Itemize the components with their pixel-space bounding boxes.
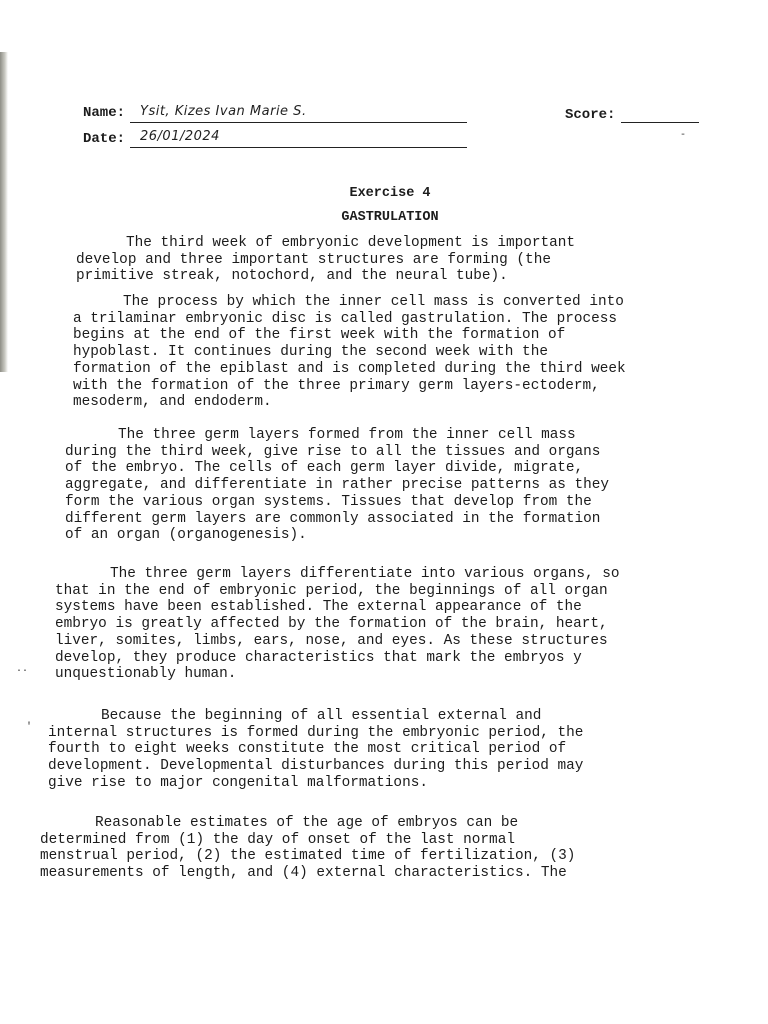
- stray-mark: ': [26, 722, 33, 733]
- paragraph-6: [40, 815, 575, 882]
- paragraph-1: [76, 235, 575, 285]
- paragraph-line: that in the end of embryonic period, the beginnings of all organ: [55, 582, 608, 599]
- paragraph-line: develop and three important structures are forming (the: [76, 251, 551, 268]
- name-handwritten-value: Ysit, Kizes Ivan Marie S.: [140, 104, 307, 119]
- paragraph-line: systems have been established. The external appearance of the: [55, 599, 582, 616]
- paragraph-line: The three germ layers formed from the inner cell mass: [118, 427, 576, 443]
- paragraph-line: internal structures is formed during the embryonic period, the: [48, 724, 584, 741]
- name-label: Name:: [83, 105, 126, 121]
- paragraph-line: primitive streak, notochord, and the neural tube).: [76, 268, 508, 285]
- paragraph-line: The third week of embryonic development is important: [126, 235, 576, 251]
- paragraph-line: during the third week, give rise to all the tissues and organs: [65, 443, 601, 460]
- paragraph-line: of the embryo. The cells of each germ layer divide, migrate,: [65, 460, 584, 477]
- paragraph-line: a trilaminar embryonic disc is called gastrulation. The process: [73, 310, 618, 327]
- exercise-title: GASTRULATION: [341, 210, 439, 225]
- exercise-number: Exercise 4: [349, 186, 431, 201]
- paragraph-3: [65, 427, 609, 544]
- paragraph-line: develop, they produce characteristics that mark the embryos y: [55, 649, 582, 666]
- paragraph-2: [73, 294, 626, 411]
- paragraph-line: of an organ (organogenesis).: [65, 527, 307, 544]
- paragraph-line: The process by which the inner cell mass is converted into: [123, 294, 624, 310]
- stray-mark: -: [680, 130, 687, 141]
- paragraph-line: unquestionably human.: [55, 666, 237, 683]
- paragraph-line: embryo is greatly affected by the formation of the brain, heart,: [55, 616, 608, 633]
- paragraph-4: [55, 566, 620, 683]
- paragraph-line: fourth to eight weeks constitute the most critical period of: [48, 741, 567, 758]
- paragraph-line: different germ layers are commonly associated in the formation: [65, 510, 601, 527]
- paragraph-line: hypoblast. It continues during the second week with the: [73, 344, 548, 361]
- score-label: Score:: [565, 107, 616, 123]
- paragraph-line: The three germ layers differentiate into various organs, so: [110, 566, 620, 582]
- paragraph-line: mesoderm, and endoderm.: [73, 394, 272, 411]
- paragraph-line: development. Developmental disturbances during this period may: [48, 758, 584, 775]
- paragraph-5: [48, 708, 583, 792]
- date-handwritten-value: 26/01/2024: [140, 129, 220, 144]
- paragraph-line: Because the beginning of all essential external and: [101, 708, 542, 724]
- stray-mark: ..: [16, 664, 29, 675]
- paragraph-line: determined from (1) the day of onset of the last normal: [40, 831, 515, 848]
- paragraph-line: measurements of length, and (4) external characteristics. The: [40, 865, 567, 882]
- paragraph-line: begins at the end of the first week with the formation of: [73, 327, 566, 344]
- paragraph-line: formation of the epiblast and is completed during the third week: [73, 360, 626, 377]
- date-label: Date:: [83, 131, 126, 147]
- paragraph-line: Reasonable estimates of the age of embryos can be: [95, 815, 519, 831]
- paragraph-line: menstrual period, (2) the estimated time of fertilization, (3): [40, 848, 576, 865]
- paragraph-line: give rise to major congenital malformations.: [48, 774, 428, 791]
- paragraph-line: form the various organ systems. Tissues that develop from the: [65, 493, 592, 510]
- score-field[interactable]: [621, 104, 699, 123]
- paragraph-line: liver, somites, limbs, ears, nose, and eyes. As these structures: [55, 632, 608, 649]
- paragraph-line: with the formation of the three primary germ layers-ectoderm,: [73, 377, 600, 394]
- paragraph-line: aggregate, and differentiate in rather precise patterns as they: [65, 477, 610, 494]
